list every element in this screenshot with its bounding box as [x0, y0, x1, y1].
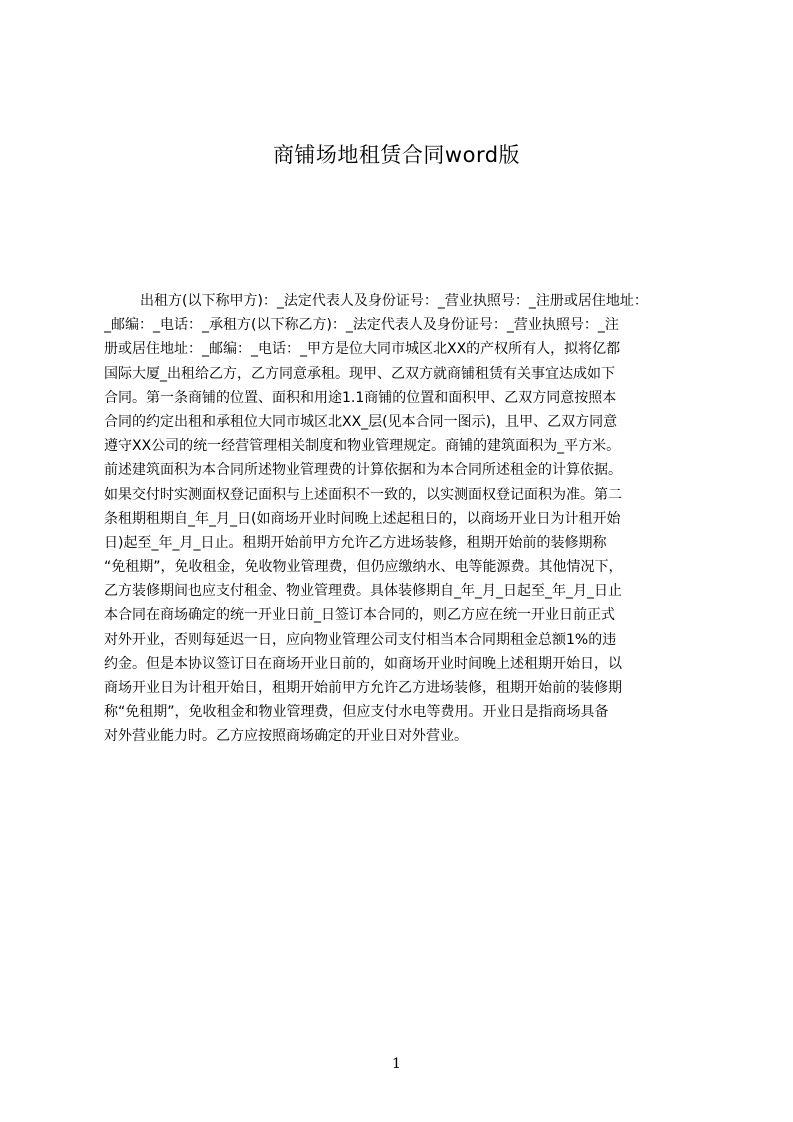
body-line: 称“免租期”，免收租金和物业管理费，但应支付水电等费用。开业日是指商场具备 [104, 704, 609, 721]
body-line: 约金。但是本协议签订日在商场开业日前的，如商场开业时间晚上述租期开始日，以 [104, 655, 622, 672]
body-line: 本合同在商场确定的统一开业日前_日签订本合同的，则乙方应在统一开业日前正式 [104, 607, 615, 624]
contract-body [104, 289, 704, 749]
body-line: 出租方(以下称甲方)：_法定代表人及身份证号：_营业执照号：_注册或居住地址： [140, 293, 648, 309]
body-line: 日)起至_年_月_日止。租期开始前甲方允许乙方进场装修，租期开始前的装修期称 [104, 534, 607, 551]
body-line: 合同。第一条商铺的位置、面积和用途1.1商铺的位置和面积甲、乙双方同意按照本 [104, 389, 617, 406]
page-number: 1 [392, 1056, 401, 1072]
body-line: 合同的约定出租和承租位大同市城区北XX_层(见本合同一图示)，且甲、乙双方同意 [104, 413, 618, 430]
body-line: 对外营业能力时。乙方应按照商场确定的开业日对外营业。 [104, 728, 468, 745]
body-line: 国际大厦_出租给乙方，乙方同意承租。现甲、乙双方就商铺租赁有关事宜达成如下 [104, 365, 615, 382]
body-line: 对外开业，否则每延迟一日，应向物业管理公司支付相当本合同期租金总额1%的违 [104, 631, 617, 648]
body-line: 前述建筑面积为本合同所述物业管理费的计算依据和为本合同所述租金的计算依据。 [104, 462, 622, 479]
body-line: 册或居住地址：_邮编：_电话：_甲方是位大同市城区北XX的产权所有人，拟将亿都 [104, 341, 621, 358]
body-line: 条租期租期自_年_月_日(如商场开业时间晚上述起租日的，以商场开业日为计租开始 [104, 510, 621, 527]
body-line: 乙方装修期间也应支付租金、物业管理费。具体装修期自_年_月_日起至_年_月_日止 [104, 583, 622, 600]
document-title: 商铺场地租赁合同word版 [272, 143, 521, 167]
body-line: 如果交付时实测面权登记面积与上述面积不一致的，以实测面权登记面积为准。第二 [104, 486, 622, 503]
body-line: “免租期”，免收租金，免收物业管理费，但仍应缴纳水、电等能源费。其他情况下， [104, 559, 623, 576]
body-line: 遵守XX公司的统一经营管理相关制度和物业管理规定。商铺的建筑面积为_平方米。 [104, 438, 621, 455]
body-line: _邮编：_电话：_承租方(以下称乙方)：_法定代表人及身份证号：_营业执照号：_注 [104, 317, 619, 334]
body-line: 商场开业日为计租开始日，租期开始前甲方允许乙方进场装修，租期开始前的装修期 [104, 680, 622, 696]
